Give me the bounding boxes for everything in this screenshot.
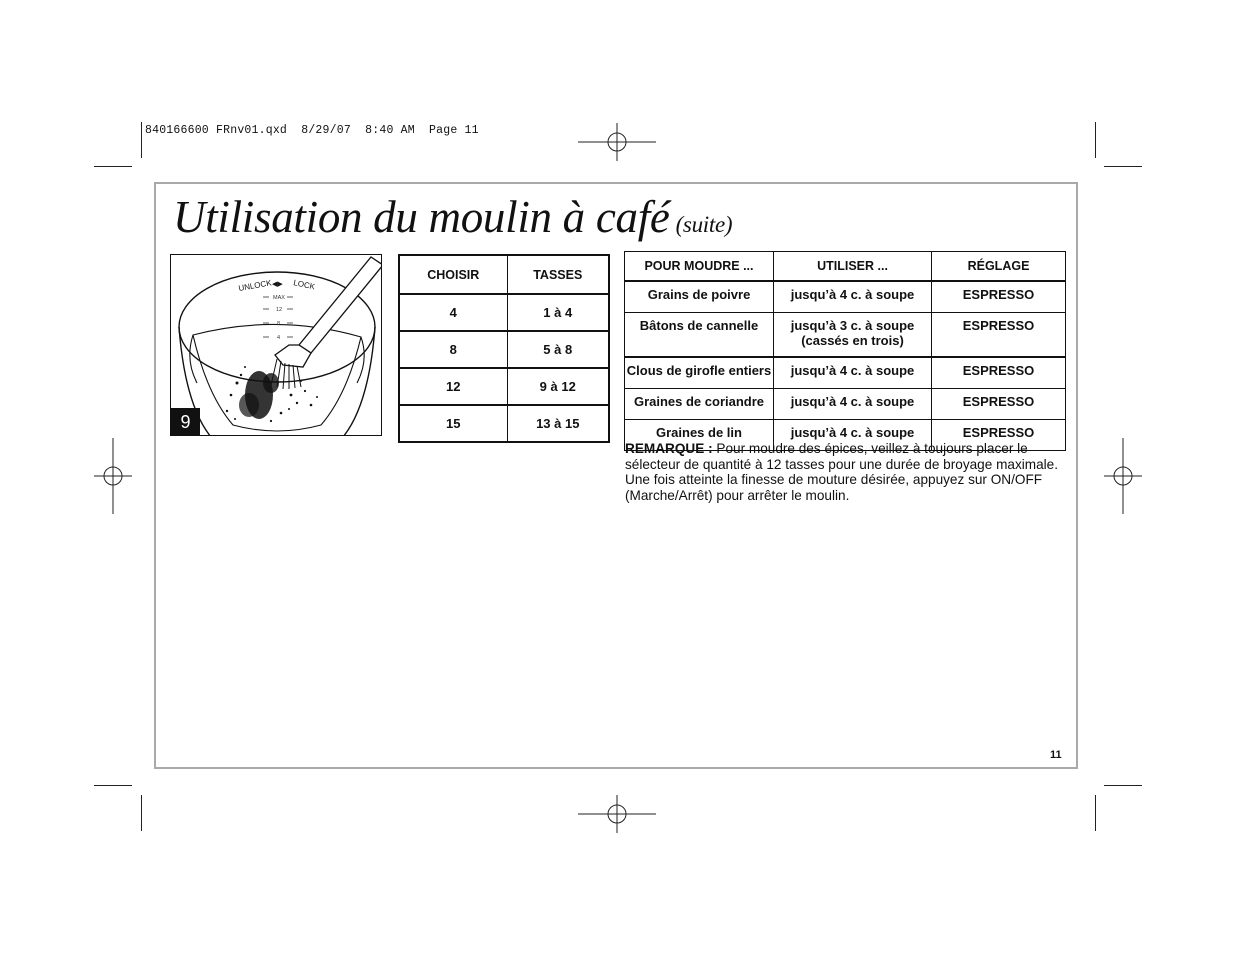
amount-text: jusqu’à 3 c. à soupe — [790, 318, 915, 333]
table-cell: 9 à 12 — [507, 368, 609, 405]
table-row — [625, 389, 1066, 420]
note-text: Pour moudre des épices, veillez à toujours placer le sélecteur de quantité à 12 tasses pour une durée de broyage maximale. Une fois atteinte la finesse de mouture désirée, appuyez sur ON/OFF (Marche/Arrêt) pour arrêter le moulin. — [625, 441, 1059, 503]
table-header-row — [625, 252, 1066, 282]
gauge-8-label: 8 — [277, 321, 281, 327]
setting-cell: ESPRESSO — [932, 420, 1066, 451]
gauge-4-label: 4 — [277, 335, 281, 341]
column-header: TASSES — [507, 255, 609, 294]
amount-cell — [774, 313, 932, 358]
crop-mark — [141, 795, 142, 831]
page-number: 11 — [1050, 749, 1062, 761]
crop-mark — [1104, 785, 1142, 786]
unlock-label: UNLOCK — [237, 278, 273, 293]
table-row — [399, 405, 609, 442]
table-row — [625, 313, 1066, 358]
table-cell: 15 — [399, 405, 507, 442]
spice-cell: Bâtons de cannelle — [625, 313, 774, 358]
setting-cell: ESPRESSO — [932, 313, 1066, 358]
page-title — [173, 191, 732, 243]
column-header: POUR MOUDRE ... — [625, 252, 774, 282]
table-row — [399, 294, 609, 331]
crop-mark — [94, 785, 132, 786]
crop-mark — [94, 166, 132, 167]
gauge-12-label: 12 — [276, 307, 283, 313]
table-row — [625, 281, 1066, 313]
amount-cell: jusqu’à 4 c. à soupe — [774, 357, 932, 389]
setting-cell: ESPRESSO — [932, 357, 1066, 389]
setting-cell: ESPRESSO — [932, 281, 1066, 313]
spice-cell: Graines de coriandre — [625, 389, 774, 420]
amount-cell: jusqu’à 4 c. à soupe — [774, 281, 932, 313]
registration-mark — [94, 438, 132, 514]
table-row — [399, 331, 609, 368]
crop-mark — [141, 122, 142, 158]
title-text: Utilisation du moulin à café — [173, 192, 670, 242]
note-label: REMARQUE : — [625, 441, 713, 456]
grinder-bowl-drawing — [171, 255, 382, 436]
registration-mark — [578, 795, 656, 833]
amount-note: (cassés en trois) — [801, 333, 904, 348]
note-paragraph — [625, 441, 1067, 503]
grinder-illustration — [170, 254, 382, 436]
gauge-max-label: MAX — [273, 295, 285, 301]
registration-mark — [578, 123, 656, 161]
crop-mark — [1095, 795, 1096, 831]
crop-mark — [1104, 166, 1142, 167]
spice-cell: Grains de poivre — [625, 281, 774, 313]
setting-cell: ESPRESSO — [932, 389, 1066, 420]
table-cell: 1 à 4 — [507, 294, 609, 331]
title-suffix: (suite) — [675, 212, 733, 237]
spice-table — [624, 251, 1066, 451]
crop-mark — [1095, 122, 1096, 158]
amount-cell: jusqu’à 4 c. à soupe — [774, 420, 932, 451]
amount-cell: jusqu’à 4 c. à soupe — [774, 389, 932, 420]
column-header: RÉGLAGE — [932, 252, 1066, 282]
registration-mark — [1104, 438, 1142, 514]
unlock-lock-arrows-icon: ◀▶ — [272, 281, 283, 288]
column-header: UTILISER ... — [774, 252, 932, 282]
table-cell: 12 — [399, 368, 507, 405]
table-cell: 4 — [399, 294, 507, 331]
table-row — [399, 368, 609, 405]
lock-label: LOCK — [292, 278, 316, 292]
table-cell: 13 à 15 — [507, 405, 609, 442]
table-row — [625, 357, 1066, 389]
table-cell: 5 à 8 — [507, 331, 609, 368]
spice-cell: Clous de girofle entiers — [625, 357, 774, 389]
cups-table — [398, 254, 610, 443]
column-header: CHOISIR — [399, 255, 507, 294]
print-slug: 840166600 FRnv01.qxd 8/29/07 8:40 AM Page 11 — [145, 124, 479, 137]
step-number-badge: 9 — [171, 408, 200, 436]
table-header-row — [399, 255, 609, 294]
table-cell: 8 — [399, 331, 507, 368]
spice-cell: Graines de lin — [625, 420, 774, 451]
